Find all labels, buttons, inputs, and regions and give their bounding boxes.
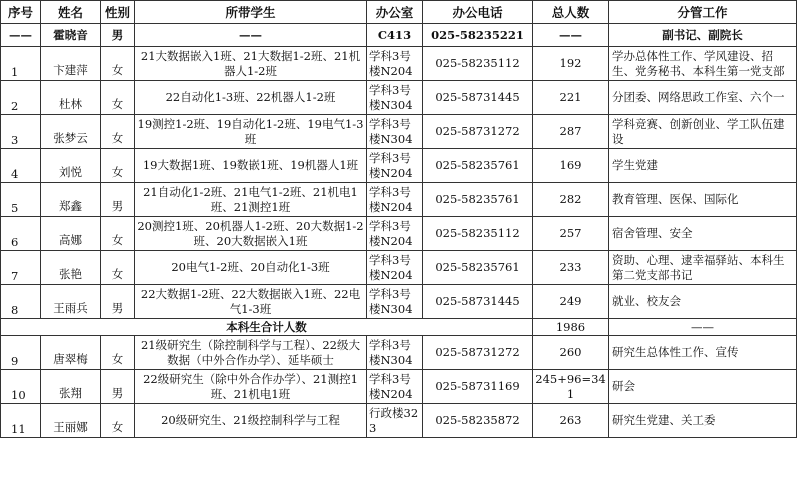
- cell-total: 169: [533, 149, 609, 183]
- cell-name: 张梦云: [41, 115, 101, 149]
- header-total: 总人数: [533, 1, 609, 24]
- cell-name: 张艳: [41, 251, 101, 285]
- summary-duty: ——: [609, 319, 797, 336]
- cell-gender: 男: [101, 370, 135, 404]
- cell-duty: 分团委、网络思政工作室、六个一: [609, 81, 797, 115]
- cell-total: 192: [533, 47, 609, 81]
- cell-students: 22大数据1-2班、22大数据嵌入1班、22电气1-3班: [135, 285, 367, 319]
- cell-office: 学科3号楼N304: [367, 81, 423, 115]
- cell-gender: 女: [101, 336, 135, 370]
- cell-total: 260: [533, 336, 609, 370]
- cell-gender: 女: [101, 404, 135, 438]
- header-office: 办公室: [367, 1, 423, 24]
- cell-index: 3: [1, 115, 41, 149]
- cell-office: 学科3号楼N204: [367, 251, 423, 285]
- header-phone: 办公电话: [423, 1, 533, 24]
- header-row: [1, 1, 797, 24]
- cell-students: 22级研究生（除中外合作办学）、21测控1班、21机电1班: [135, 370, 367, 404]
- cell-name: 高娜: [41, 217, 101, 251]
- cell-office: 学科3号楼N304: [367, 336, 423, 370]
- summary-row: [1, 319, 797, 336]
- table-row: [1, 115, 797, 149]
- cell-students: ——: [135, 24, 367, 47]
- summary-label: 本科生合计人数: [1, 319, 533, 336]
- cell-total: 221: [533, 81, 609, 115]
- cell-total: ——: [533, 24, 609, 47]
- cell-gender: 女: [101, 81, 135, 115]
- header-index: 序号: [1, 1, 41, 24]
- cell-total: 257: [533, 217, 609, 251]
- table-row: [1, 183, 797, 217]
- cell-gender: 女: [101, 115, 135, 149]
- header-duty: 分管工作: [609, 1, 797, 24]
- cell-index: 4: [1, 149, 41, 183]
- cell-students: 21自动化1-2班、21电气1-2班、21机电1班、21测控1班: [135, 183, 367, 217]
- cell-students: 21大数据嵌入1班、21大数据1-2班、21机器人1-2班: [135, 47, 367, 81]
- cell-gender: 女: [101, 217, 135, 251]
- cell-name: 霍晓音: [41, 24, 101, 47]
- table-row: [1, 81, 797, 115]
- cell-index: 9: [1, 336, 41, 370]
- cell-phone: 025-58235761: [423, 183, 533, 217]
- cell-total: 282: [533, 183, 609, 217]
- cell-office: 学科3号楼N304: [367, 115, 423, 149]
- cell-office: 学科3号楼N204: [367, 149, 423, 183]
- cell-office: 学科3号楼N204: [367, 183, 423, 217]
- cell-phone: 025-58731272: [423, 115, 533, 149]
- cell-office: 学科3号楼N204: [367, 370, 423, 404]
- cell-index: 1: [1, 47, 41, 81]
- cell-phone: 025-58235761: [423, 149, 533, 183]
- cell-gender: 男: [101, 24, 135, 47]
- cell-index: 5: [1, 183, 41, 217]
- cell-duty: 教育管理、医保、国际化: [609, 183, 797, 217]
- cell-duty: 学办总体性工作、学风建设、招生、党务秘书、本科生第一党支部: [609, 47, 797, 81]
- cell-office: 行政楼323: [367, 404, 423, 438]
- cell-phone: 025-58235112: [423, 47, 533, 81]
- header-students: 所带学生: [135, 1, 367, 24]
- cell-students: 20级研究生、21级控制科学与工程: [135, 404, 367, 438]
- cell-name: 卞建萍: [41, 47, 101, 81]
- cell-students: 22自动化1-3班、22机器人1-2班: [135, 81, 367, 115]
- cell-name: 唐翠梅: [41, 336, 101, 370]
- cell-duty: 就业、校友会: [609, 285, 797, 319]
- cell-phone: 025-58731272: [423, 336, 533, 370]
- cell-gender: 女: [101, 251, 135, 285]
- cell-duty: 研会: [609, 370, 797, 404]
- cell-name: 王丽娜: [41, 404, 101, 438]
- summary-total: 1986: [533, 319, 609, 336]
- cell-name: 郑鑫: [41, 183, 101, 217]
- table-row: [1, 251, 797, 285]
- cell-total: 287: [533, 115, 609, 149]
- cell-phone: 025-58235221: [423, 24, 533, 47]
- cell-total: 263: [533, 404, 609, 438]
- cell-duty: 资助、心理、逮幸福驿站、本科生第二党支部书记: [609, 251, 797, 285]
- cell-duty: 研究生总体性工作、宣传: [609, 336, 797, 370]
- cell-duty: 副书记、副院长: [609, 24, 797, 47]
- cell-index: 8: [1, 285, 41, 319]
- cell-duty: 宿舍管理、安全: [609, 217, 797, 251]
- cell-total: 245+96=341: [533, 370, 609, 404]
- cell-name: 王雨兵: [41, 285, 101, 319]
- table-row: [1, 285, 797, 319]
- cell-students: 21级研究生（除控制科学与工程）、22级大数据（中外合作办学）、延毕硕士: [135, 336, 367, 370]
- cell-name: 刘悦: [41, 149, 101, 183]
- cell-index: 11: [1, 404, 41, 438]
- cell-gender: 女: [101, 149, 135, 183]
- cell-phone: 025-58731445: [423, 285, 533, 319]
- cell-phone: 025-58235112: [423, 217, 533, 251]
- cell-phone: 025-58731169: [423, 370, 533, 404]
- cell-phone: 025-58235872: [423, 404, 533, 438]
- cell-office: 学科3号楼N304: [367, 285, 423, 319]
- cell-total: 233: [533, 251, 609, 285]
- cell-duty: 学科竞赛、创新创业、学工队伍建设: [609, 115, 797, 149]
- cell-duty: 研究生党建、关工委: [609, 404, 797, 438]
- table-row: [1, 336, 797, 370]
- table-row: [1, 149, 797, 183]
- cell-index: ——: [1, 24, 41, 47]
- header-gender: 性别: [101, 1, 135, 24]
- table-row: [1, 217, 797, 251]
- cell-name: 杜林: [41, 81, 101, 115]
- cell-name: 张翔: [41, 370, 101, 404]
- cell-office: 学科3号楼N204: [367, 47, 423, 81]
- table-row: [1, 47, 797, 81]
- cell-students: 20测控1班、20机器人1-2班、20大数据1-2班、20大数据嵌入1班: [135, 217, 367, 251]
- cell-index: 6: [1, 217, 41, 251]
- cell-students: 19测控1-2班、19自动化1-2班、19电气1-3班: [135, 115, 367, 149]
- cell-students: 20电气1-2班、20自动化1-3班: [135, 251, 367, 285]
- cell-gender: 男: [101, 183, 135, 217]
- cell-students: 19大数据1班、19数嵌1班、19机器人1班: [135, 149, 367, 183]
- cell-gender: 男: [101, 285, 135, 319]
- header-name: 姓名: [41, 1, 101, 24]
- cell-index: 7: [1, 251, 41, 285]
- cell-duty: 学生党建: [609, 149, 797, 183]
- cell-phone: 025-58731445: [423, 81, 533, 115]
- cell-index: 10: [1, 370, 41, 404]
- cell-gender: 女: [101, 47, 135, 81]
- cell-phone: 025-58235761: [423, 251, 533, 285]
- table-row: [1, 404, 797, 438]
- cell-office: 学科3号楼N204: [367, 217, 423, 251]
- leader-row: [1, 24, 797, 47]
- table-row: [1, 370, 797, 404]
- cell-total: 249: [533, 285, 609, 319]
- cell-index: 2: [1, 81, 41, 115]
- cell-office: C413: [367, 24, 423, 47]
